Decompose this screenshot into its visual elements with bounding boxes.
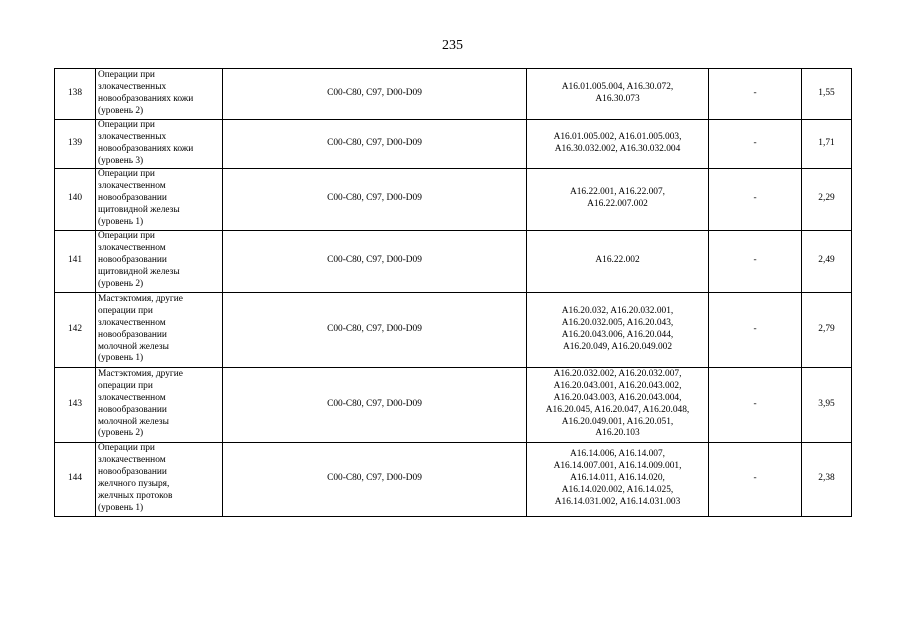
- operation-name-line: Операции при: [98, 231, 155, 242]
- operation-name-line: Мастэктомия, другие: [98, 293, 183, 304]
- operation-name-line: щитовидной железы: [98, 205, 180, 216]
- operation-name: [96, 69, 223, 120]
- additional-criteria: -: [709, 69, 802, 120]
- operation-name-line: молочной железы: [98, 416, 169, 427]
- operation-name-line: желчных протоков: [98, 491, 173, 502]
- service-codes: [527, 230, 709, 292]
- operation-name-line: злокачественном: [98, 455, 166, 466]
- additional-criteria: -: [709, 367, 802, 442]
- operation-name-line: новообразовании: [98, 193, 167, 204]
- coefficient: 2,49: [802, 230, 852, 292]
- table-row: [55, 120, 852, 169]
- service-codes-line: A16.20.043.003, A16.20.043.004,: [553, 392, 682, 403]
- service-codes-line: A16.14.011, A16.14.020,: [570, 473, 665, 484]
- table-row: [55, 367, 852, 442]
- additional-criteria: -: [709, 120, 802, 169]
- operation-name-line: новообразовании: [98, 467, 167, 478]
- operation-name-line: злокачественном: [98, 392, 166, 403]
- page-number: 235: [442, 38, 463, 53]
- operation-name-line: (уровень 1): [98, 216, 144, 227]
- table-row: [55, 442, 852, 516]
- row-number: 144: [55, 442, 96, 516]
- operation-name-line: новообразовании: [98, 404, 167, 415]
- service-codes-line: A16.20.103: [595, 428, 640, 439]
- coefficient: 2,38: [802, 442, 852, 516]
- service-codes-line: A16.14.006, A16.14.007,: [569, 449, 666, 460]
- row-number: 139: [55, 120, 96, 169]
- operation-name-line: (уровень 1): [98, 353, 144, 364]
- service-codes-line: A16.20.049, A16.20.049.002: [562, 341, 673, 352]
- operation-name-line: щитовидной железы: [98, 267, 180, 278]
- operation-name-line: новообразовании: [98, 329, 167, 340]
- service-codes: [527, 292, 709, 367]
- operation-name: [96, 442, 223, 516]
- additional-criteria: -: [709, 168, 802, 230]
- operation-name-line: (уровень 3): [98, 155, 144, 166]
- operation-name-line: молочной железы: [98, 341, 169, 352]
- service-codes-line: A16.01.005.004, A16.30.072,: [561, 82, 674, 93]
- row-number: 140: [55, 168, 96, 230]
- icd-codes: C00-C80, C97, D00-D09: [223, 442, 527, 516]
- icd-codes: C00-C80, C97, D00-D09: [223, 292, 527, 367]
- service-codes-line: A16.20.032, A16.20.032.001,: [561, 305, 674, 316]
- service-codes-line: A16.14.007.001, A16.14.009.001,: [553, 461, 682, 472]
- icd-codes: C00-C80, C97, D00-D09: [223, 168, 527, 230]
- operation-name-line: Операции при: [98, 120, 155, 130]
- table-row: [55, 230, 852, 292]
- service-codes-line: A16.22.002: [595, 255, 640, 266]
- operation-name-line: злокачественном: [98, 181, 166, 192]
- operation-name-line: Операции при: [98, 443, 155, 454]
- operation-name-line: новообразовании: [98, 255, 167, 266]
- operation-name-line: операции при: [98, 305, 153, 316]
- service-codes-line: A16.20.045, A16.20.047, A16.20.048,: [545, 404, 690, 415]
- operation-name-line: желчного пузыря,: [98, 479, 170, 490]
- operation-name-line: (уровень 2): [98, 278, 144, 289]
- operation-name: [96, 292, 223, 367]
- operation-name-line: новообразованиях кожи: [98, 94, 194, 104]
- service-codes: [527, 69, 709, 120]
- service-codes-line: A16.20.043.001, A16.20.043.002,: [553, 380, 682, 391]
- service-codes-line: A16.20.049.001, A16.20.051,: [561, 416, 674, 427]
- service-codes: [527, 442, 709, 516]
- service-codes-line: A16.01.005.002, A16.01.005.003,: [553, 131, 682, 142]
- icd-codes: C00-C80, C97, D00-D09: [223, 230, 527, 292]
- coefficient: 2,29: [802, 168, 852, 230]
- icd-codes: C00-C80, C97, D00-D09: [223, 69, 527, 120]
- service-codes-line: A16.20.032.002, A16.20.032.007,: [553, 368, 682, 379]
- tariff-table: [54, 68, 852, 517]
- service-codes-line: A16.22.007.002: [587, 199, 648, 210]
- service-codes-line: A16.30.032.002, A16.30.032.004: [554, 143, 681, 154]
- icd-codes: C00-C80, C97, D00-D09: [223, 367, 527, 442]
- row-number: 138: [55, 69, 96, 120]
- row-number: 143: [55, 367, 96, 442]
- operation-name-line: операции при: [98, 380, 153, 391]
- service-codes-line: A16.22.001, A16.22.007,: [569, 187, 666, 198]
- operation-name-line: Операции при: [98, 70, 155, 81]
- operation-name-line: злокачественном: [98, 243, 166, 254]
- additional-criteria: -: [709, 442, 802, 516]
- service-codes-line: A16.14.020.002, A16.14.025,: [561, 485, 674, 496]
- service-codes: [527, 168, 709, 230]
- coefficient: 3,95: [802, 367, 852, 442]
- coefficient: 1,55: [802, 69, 852, 120]
- row-number: 141: [55, 230, 96, 292]
- service-codes-line: A16.20.043.006, A16.20.044,: [561, 329, 674, 340]
- operation-name-line: Мастэктомия, другие: [98, 368, 183, 379]
- operation-name: [96, 168, 223, 230]
- icd-codes: C00-C80, C97, D00-D09: [223, 120, 527, 169]
- table-row: [55, 292, 852, 367]
- operation-name-line: злокачественных: [98, 131, 167, 142]
- operation-name: [96, 367, 223, 442]
- operation-name: [96, 230, 223, 292]
- coefficient: 1,71: [802, 120, 852, 169]
- operation-name: [96, 120, 223, 169]
- service-codes: [527, 367, 709, 442]
- additional-criteria: -: [709, 292, 802, 367]
- operation-name-line: Операции при: [98, 169, 155, 180]
- table-row: [55, 168, 852, 230]
- operation-name-line: новообразованиях кожи: [98, 143, 194, 154]
- operation-name-line: (уровень 2): [98, 105, 144, 116]
- service-codes: [527, 120, 709, 169]
- row-number: 142: [55, 292, 96, 367]
- service-codes-line: A16.20.032.005, A16.20.043,: [561, 317, 674, 328]
- operation-name-line: (уровень 2): [98, 428, 144, 439]
- operation-name-line: злокачественном: [98, 317, 166, 328]
- operation-name-line: злокачественных: [98, 82, 167, 93]
- operation-name-line: (уровень 1): [98, 502, 144, 513]
- coefficient: 2,79: [802, 292, 852, 367]
- table-body: [55, 69, 852, 517]
- additional-criteria: -: [709, 230, 802, 292]
- service-codes-line: A16.30.073: [595, 94, 640, 104]
- table-row: [55, 69, 852, 120]
- service-codes-line: A16.14.031.002, A16.14.031.003: [554, 496, 681, 507]
